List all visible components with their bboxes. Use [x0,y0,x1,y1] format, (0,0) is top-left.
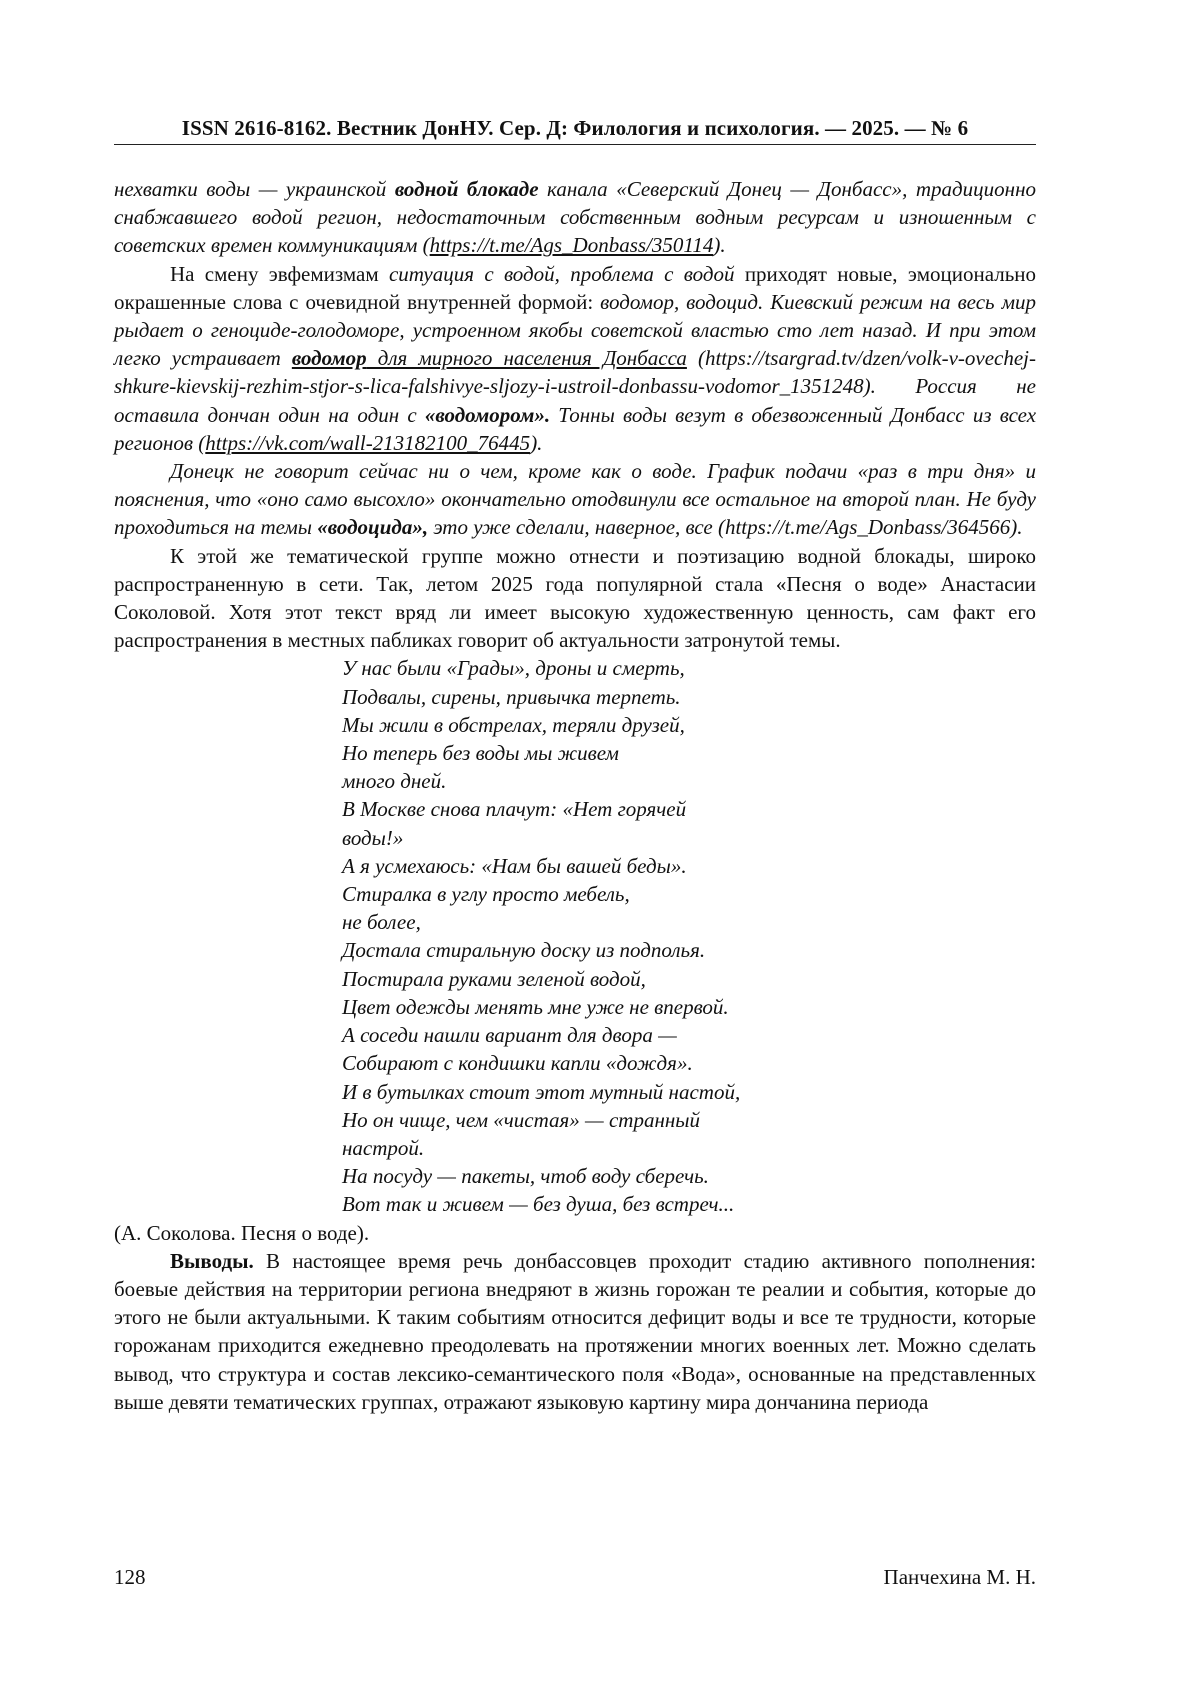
section-heading: Выводы. [170,1248,254,1273]
text-span: На смену эвфемизмам [170,261,389,286]
text-span: нехватки воды — украинской [114,177,395,201]
text-span: для мирного населения Донбасса [366,346,687,371]
text-span: приходят новые, эмоционально окрашенные слова с очевидной внутренней формой: [114,261,1037,314]
highlighted-term: водной блокаде [394,177,539,201]
footer-author: Панчехина М. Н. [883,1565,1036,1589]
paragraph-conclusions [114,1247,1036,1416]
text-span: ). [530,430,543,455]
poem-line: Но теперь без воды мы живем [342,741,619,766]
text-span: канала «Северский Донец — Донбасс», традиционно снабжавшего водой регион, недостаточным собственным водным ресурсам и изношенным с советских времен коммуникациям ( [114,177,1036,258]
poem-line: воды!» [342,825,404,850]
poem-line: не более, [342,910,421,935]
text-span: (https://tsargrad.tv/dzen/volk-v-ovechej-shkure-kievskij-rezhim-stjor-s-lica-falshivye-sljozy-i-ustroil-donbassu-vodomor_1351248). Россия не оставила дончан один на один с [114,346,1036,427]
poem-line: Стиралка в углу просто мебель, [342,882,630,907]
poem-line: Постирала руками зеленой водой, [342,966,646,991]
poem-line: Собирают с кондишки капли «дождя». [342,1051,693,1076]
poem-line: Достала стиральную доску из подполья. [342,938,706,963]
poem-line: Цвет одежды менять мне уже не впервой. [342,994,729,1019]
highlighted-term: «водоцида», [317,515,429,540]
text-span: ситуация с водой, проблема с водой [388,261,735,286]
highlighted-term: водомор [291,346,367,371]
paragraph-1 [114,175,1036,260]
source-link[interactable]: https://t.me/Ags_Donbass/350114 [429,233,714,258]
poem-line: И в бутылках стоит этот мутный настой, [342,1079,741,1104]
poem-line: Подвалы, сирены, привычка терпеть. [342,684,681,709]
article-body [114,175,1036,1416]
poem-line: Мы жили в обстрелах, теряли друзей, [342,712,685,737]
text-span: это уже сделали, наверное, все (https://t.me/Ags_Donbass/364566). [428,515,1023,540]
poem-line: В Москве снова плачут: «Нет горячей [342,797,687,822]
text-span: В настоящее время речь донбассовцев проходит стадию активного пополнения: боевые действия на территории региона внедряют в жизнь горожан те реалии и события, которые до этого не были актуальными. К таким событиям относится дефицит воды и все те трудности, которые горожанам приходится ежедневно преодолевать на протяжении многих военных лет. Можно сделать вывод, что структура и состав лексико-семантического поля «Вода», основанные на представленных выше девяти тематических группах, отражают языковую картину мира дончанина периода [114,1248,1036,1414]
running-header: ISSN 2616-8162. Вестник ДонНУ. Сер. Д: Филология и психология. — 2025. — № 6 [114,116,1036,145]
poem-source: (А. Соколова. Песня о воде). [114,1220,370,1245]
text-span: ). [713,233,726,258]
text-span: Тонны воды везут в обезвоженный Донбасс из всех регионов ( [114,402,1037,455]
poem-line: У нас были «Грады», дроны и смерть, [342,656,685,681]
paragraph-4: К этой же тематической группе можно отнести и поэтизацию водной блокады, широко распространенную в сети. Так, летом 2025 года популярной стала «Песня о воде» Анастасии Соколовой. Хотя этот текст вряд ли имеет высокую художественную ценность, сам факт его распространения в местных пабликах говорит об актуальности затронутой темы. [114,543,1036,653]
poem-line: А соседи нашли вариант для двора — [342,1023,677,1048]
text-span: Донецк не говорит сейчас ни о чем, кроме как о воде. График подачи «раз в три дня» и пояснения, что «оно само высохло» окончательно отодвинули все остальное на второй план. Не буду проходиться на темы [114,459,1036,540]
poem-line: Вот так и живем — без душа, без встреч... [342,1192,735,1217]
highlighted-term: «водомором». [424,402,551,427]
page-number: 128 [114,1565,146,1589]
paragraph-2 [114,260,1036,457]
paragraph-3 [114,457,1036,542]
source-link[interactable]: https://vk.com/wall-213182100_76445 [205,430,531,455]
poem-line: На посуду — пакеты, чтоб воду сберечь. [342,1164,709,1189]
poem-line: настрой. [342,1135,425,1160]
text-span: водомор, водоцид. Киевский режим на весь мир рыдает о геноциде-голодоморе, устроенном якобы советской властью сто лет назад. И при этом легко устраивает [114,289,1036,371]
poem-line: А я усмехаюсь: «Нам бы вашей беды». [342,853,687,878]
poem-line: Но он чище, чем «чистая» — странный [342,1107,701,1132]
poem [342,654,1036,1218]
poem-line: много дней. [342,769,447,794]
